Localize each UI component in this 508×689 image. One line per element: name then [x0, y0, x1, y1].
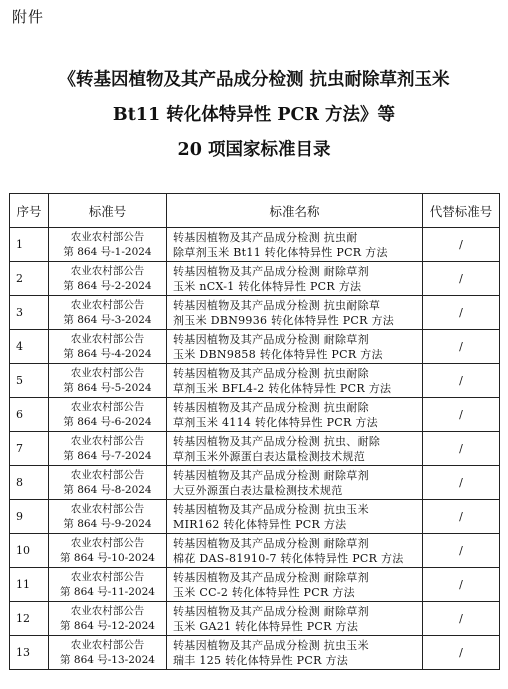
- header-replaced-standard: 代替标准号: [423, 194, 500, 228]
- standard-number-cell: [49, 568, 167, 602]
- standard-number-line2: 第 864 号-11-2024: [60, 585, 155, 598]
- standard-number-line1: 农业农村部公告: [70, 264, 145, 277]
- standard-name-cell: [167, 364, 423, 398]
- serial-number-cell: 8: [10, 466, 49, 500]
- table-row: [10, 500, 500, 534]
- standard-number-line1: 农业农村部公告: [70, 604, 145, 617]
- standard-number-line1: 农业农村部公告: [70, 230, 145, 243]
- standard-name-cell: [167, 568, 423, 602]
- standard-number-line1: 农业农村部公告: [70, 536, 145, 549]
- standard-name-line2: MIR162 转化体特异性 PCR 方法: [173, 517, 347, 531]
- replaced-standard-cell: /: [423, 602, 500, 636]
- header-standard-number: 标准号: [49, 194, 167, 228]
- standard-number-line2: 第 864 号-4-2024: [63, 347, 152, 360]
- standard-name-line2: 草剂玉米外源蛋白表达量检测技术规范: [173, 449, 366, 463]
- document-title-line2: Bt11 转化体特异性 PCR 方法》等: [112, 105, 396, 125]
- standard-number-line2: 第 864 号-12-2024: [60, 619, 155, 632]
- standard-number-cell: [49, 432, 167, 466]
- replaced-standard-cell: /: [423, 262, 500, 296]
- serial-number-cell: 10: [10, 534, 49, 568]
- table-header-row: [10, 194, 500, 228]
- table-row: [10, 228, 500, 262]
- replaced-standard-cell: /: [423, 330, 500, 364]
- standard-number-line2: 第 864 号-9-2024: [63, 517, 152, 530]
- replaced-standard-cell: /: [423, 398, 500, 432]
- standard-number-line1: 农业农村部公告: [70, 502, 145, 515]
- standard-number-line1: 农业农村部公告: [70, 434, 145, 447]
- table-row: [10, 330, 500, 364]
- standard-name-cell: [167, 500, 423, 534]
- attachment-label: 附件: [12, 8, 45, 26]
- document-title-line1: 《转基因植物及其产品成分检测 抗虫耐除草剂玉米: [58, 70, 450, 90]
- standard-number-line1: 农业农村部公告: [70, 400, 145, 413]
- replaced-standard-cell: /: [423, 466, 500, 500]
- standard-number-line2: 第 864 号-3-2024: [63, 313, 152, 326]
- standard-number-line1: 农业农村部公告: [70, 468, 145, 481]
- standard-name-cell: [167, 398, 423, 432]
- standard-number-cell: [49, 296, 167, 330]
- table-row: [10, 602, 500, 636]
- replaced-standard-cell: /: [423, 636, 500, 670]
- serial-number-cell: 3: [10, 296, 49, 330]
- standard-name-line2: 草剂玉米 BFL4-2 转化体特异性 PCR 方法: [173, 381, 392, 395]
- standard-name-line2: 瑞丰 125 转化体特异性 PCR 方法: [173, 653, 349, 667]
- standard-name-cell: [167, 466, 423, 500]
- standard-name-line1: 转基因植物及其产品成分检测 抗虫耐除草: [173, 298, 381, 312]
- standard-number-line2: 第 864 号-5-2024: [63, 381, 152, 394]
- standard-number-line1: 农业农村部公告: [70, 638, 145, 651]
- standard-name-cell: [167, 534, 423, 568]
- standard-number-line1: 农业农村部公告: [70, 366, 145, 379]
- serial-number-cell: 2: [10, 262, 49, 296]
- standard-name-line2: 草剂玉米 4114 转化体特异性 PCR 方法: [173, 415, 378, 429]
- standard-number-line2: 第 864 号-1-2024: [63, 245, 152, 258]
- standard-number-line2: 第 864 号-2-2024: [63, 279, 152, 292]
- standard-name-line1: 转基因植物及其产品成分检测 抗虫耐除: [173, 400, 369, 414]
- serial-number-cell: 11: [10, 568, 49, 602]
- serial-number-cell: 7: [10, 432, 49, 466]
- header-serial-number: 序号: [10, 194, 49, 228]
- serial-number-cell: 12: [10, 602, 49, 636]
- serial-number-cell: 1: [10, 228, 49, 262]
- standard-name-line2: 玉米 DBN9858 转化体特异性 PCR 方法: [173, 347, 383, 361]
- table-row: [10, 262, 500, 296]
- table-row: [10, 364, 500, 398]
- standard-name-line1: 转基因植物及其产品成分检测 抗虫、耐除: [173, 434, 381, 448]
- standard-name-line1: 转基因植物及其产品成分检测 耐除草剂: [173, 332, 369, 346]
- replaced-standard-cell: /: [423, 534, 500, 568]
- standard-number-line2: 第 864 号-13-2024: [60, 653, 155, 666]
- standard-name-line1: 转基因植物及其产品成分检测 抗虫耐: [173, 230, 358, 244]
- table-row: [10, 466, 500, 500]
- serial-number-cell: 6: [10, 398, 49, 432]
- standard-number-line2: 第 864 号-7-2024: [63, 449, 152, 462]
- standard-number-cell: [49, 330, 167, 364]
- table-row: [10, 568, 500, 602]
- standard-number-cell: [49, 364, 167, 398]
- serial-number-cell: 4: [10, 330, 49, 364]
- standard-name-line2: 剂玉米 DBN9936 转化体特异性 PCR 方法: [173, 313, 395, 327]
- replaced-standard-cell: /: [423, 228, 500, 262]
- header-standard-name: 标准名称: [167, 194, 423, 228]
- standard-name-line2: 大豆外源蛋白表达量检测技术规范: [173, 483, 343, 497]
- standard-name-line2: 玉米 CC-2 转化体特异性 PCR 方法: [173, 585, 355, 599]
- table-row: [10, 534, 500, 568]
- replaced-standard-cell: /: [423, 296, 500, 330]
- standard-number-cell: [49, 500, 167, 534]
- standard-name-line1: 转基因植物及其产品成分检测 耐除草剂: [173, 570, 369, 584]
- standard-name-cell: [167, 636, 423, 670]
- table-row: [10, 296, 500, 330]
- replaced-standard-cell: /: [423, 568, 500, 602]
- standard-name-line1: 转基因植物及其产品成分检测 耐除草剂: [173, 604, 369, 618]
- standard-name-line2: 玉米 nCX-1 转化体特异性 PCR 方法: [173, 279, 362, 293]
- document-title-line3: 20 项国家标准目录: [177, 140, 331, 160]
- standard-name-cell: [167, 228, 423, 262]
- standard-name-line1: 转基因植物及其产品成分检测 耐除草剂: [173, 264, 369, 278]
- standard-name-cell: [167, 262, 423, 296]
- replaced-standard-cell: /: [423, 364, 500, 398]
- standard-name-cell: [167, 296, 423, 330]
- standard-name-line1: 转基因植物及其产品成分检测 抗虫耐除: [173, 366, 369, 380]
- standard-name-cell: [167, 330, 423, 364]
- standard-name-line2: 除草剂玉米 Bt11 转化体特异性 PCR 方法: [173, 245, 388, 259]
- standard-number-cell: [49, 534, 167, 568]
- replaced-standard-cell: /: [423, 432, 500, 466]
- standard-name-line2: 棉花 DAS-81910-7 转化体特异性 PCR 方法: [173, 551, 404, 565]
- standard-number-line2: 第 864 号-8-2024: [63, 483, 152, 496]
- table-row: [10, 398, 500, 432]
- standard-number-cell: [49, 262, 167, 296]
- standard-name-line2: 玉米 GA21 转化体特异性 PCR 方法: [173, 619, 359, 633]
- standard-name-line1: 转基因植物及其产品成分检测 耐除草剂: [173, 468, 369, 482]
- standard-name-line1: 转基因植物及其产品成分检测 抗虫玉米: [173, 638, 369, 652]
- standard-name-cell: [167, 602, 423, 636]
- standard-number-cell: [49, 636, 167, 670]
- standard-number-line2: 第 864 号-10-2024: [60, 551, 155, 564]
- standard-number-line2: 第 864 号-6-2024: [63, 415, 152, 428]
- standard-name-line1: 转基因植物及其产品成分检测 耐除草剂: [173, 536, 369, 550]
- table-row: [10, 432, 500, 466]
- table-row: [10, 636, 500, 670]
- serial-number-cell: 9: [10, 500, 49, 534]
- standard-number-line1: 农业农村部公告: [70, 570, 145, 583]
- standard-name-cell: [167, 432, 423, 466]
- table-body: [10, 228, 500, 670]
- standard-name-line1: 转基因植物及其产品成分检测 抗虫玉米: [173, 502, 369, 516]
- replaced-standard-cell: /: [423, 500, 500, 534]
- serial-number-cell: 13: [10, 636, 49, 670]
- serial-number-cell: 5: [10, 364, 49, 398]
- standard-number-cell: [49, 398, 167, 432]
- standard-number-line1: 农业农村部公告: [70, 298, 145, 311]
- standard-number-cell: [49, 228, 167, 262]
- standard-number-cell: [49, 602, 167, 636]
- standard-number-line1: 农业农村部公告: [70, 332, 145, 345]
- standard-number-cell: [49, 466, 167, 500]
- standards-table: [9, 193, 500, 670]
